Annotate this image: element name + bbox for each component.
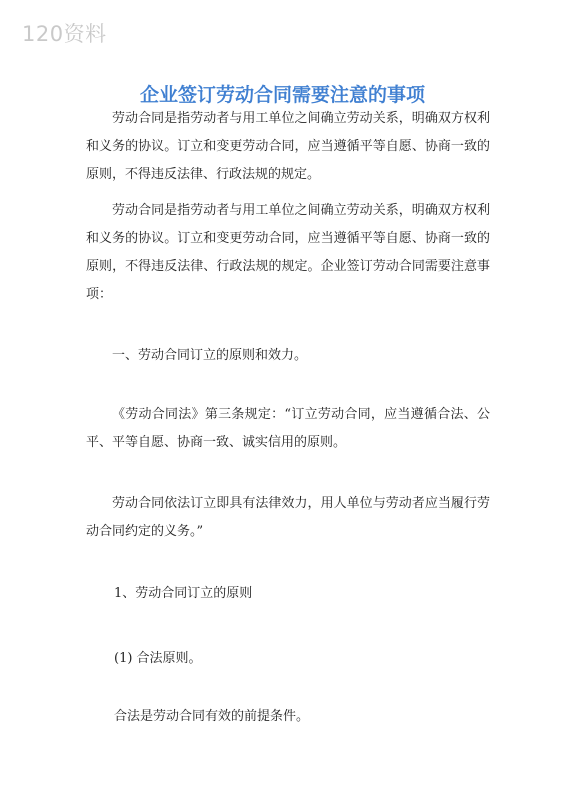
paragraph-intro: 劳动合同是指劳动者与用工单位之间确立劳动关系，明确双方权利和义务的协议。订立和变更劳动合同，应当遵循平等自愿、协商一致的原则，不得违反法律、行政法规的规定。 (86, 111, 490, 182)
section-heading-principles: 一、劳动合同订立的原则和效力。 (112, 348, 308, 363)
subheading-principles: 1、劳动合同订立的原则 (114, 586, 253, 601)
list-item-legality: (1) 合法原则。 (114, 651, 202, 666)
paragraph-legal-effect: 劳动合同依法订立即具有法律效力，用人单位与劳动者应当履行劳动合同约定的义务。” (86, 496, 490, 539)
watermark-logo: 120资料 (22, 22, 107, 46)
paragraph-legality-premise: 合法是劳动合同有效的前提条件。 (114, 709, 310, 724)
paragraph-intro-repeat: 劳动合同是指劳动者与用工单位之间确立劳动关系，明确双方权利和义务的协议。订立和变更劳动合同，应当遵循平等自愿、协商一致的原则，不得违反法律、行政法规的规定。企业签订劳动合同需要注意事项： (86, 203, 490, 302)
paragraph-law-quote: 《劳动合同法》第三条规定：“订立劳动合同，应当遵循合法、公平、平等自愿、协商一致、诚实信用的原则。 (86, 407, 490, 450)
document-title: 企业签订劳动合同需要注意的事项 (139, 84, 425, 106)
